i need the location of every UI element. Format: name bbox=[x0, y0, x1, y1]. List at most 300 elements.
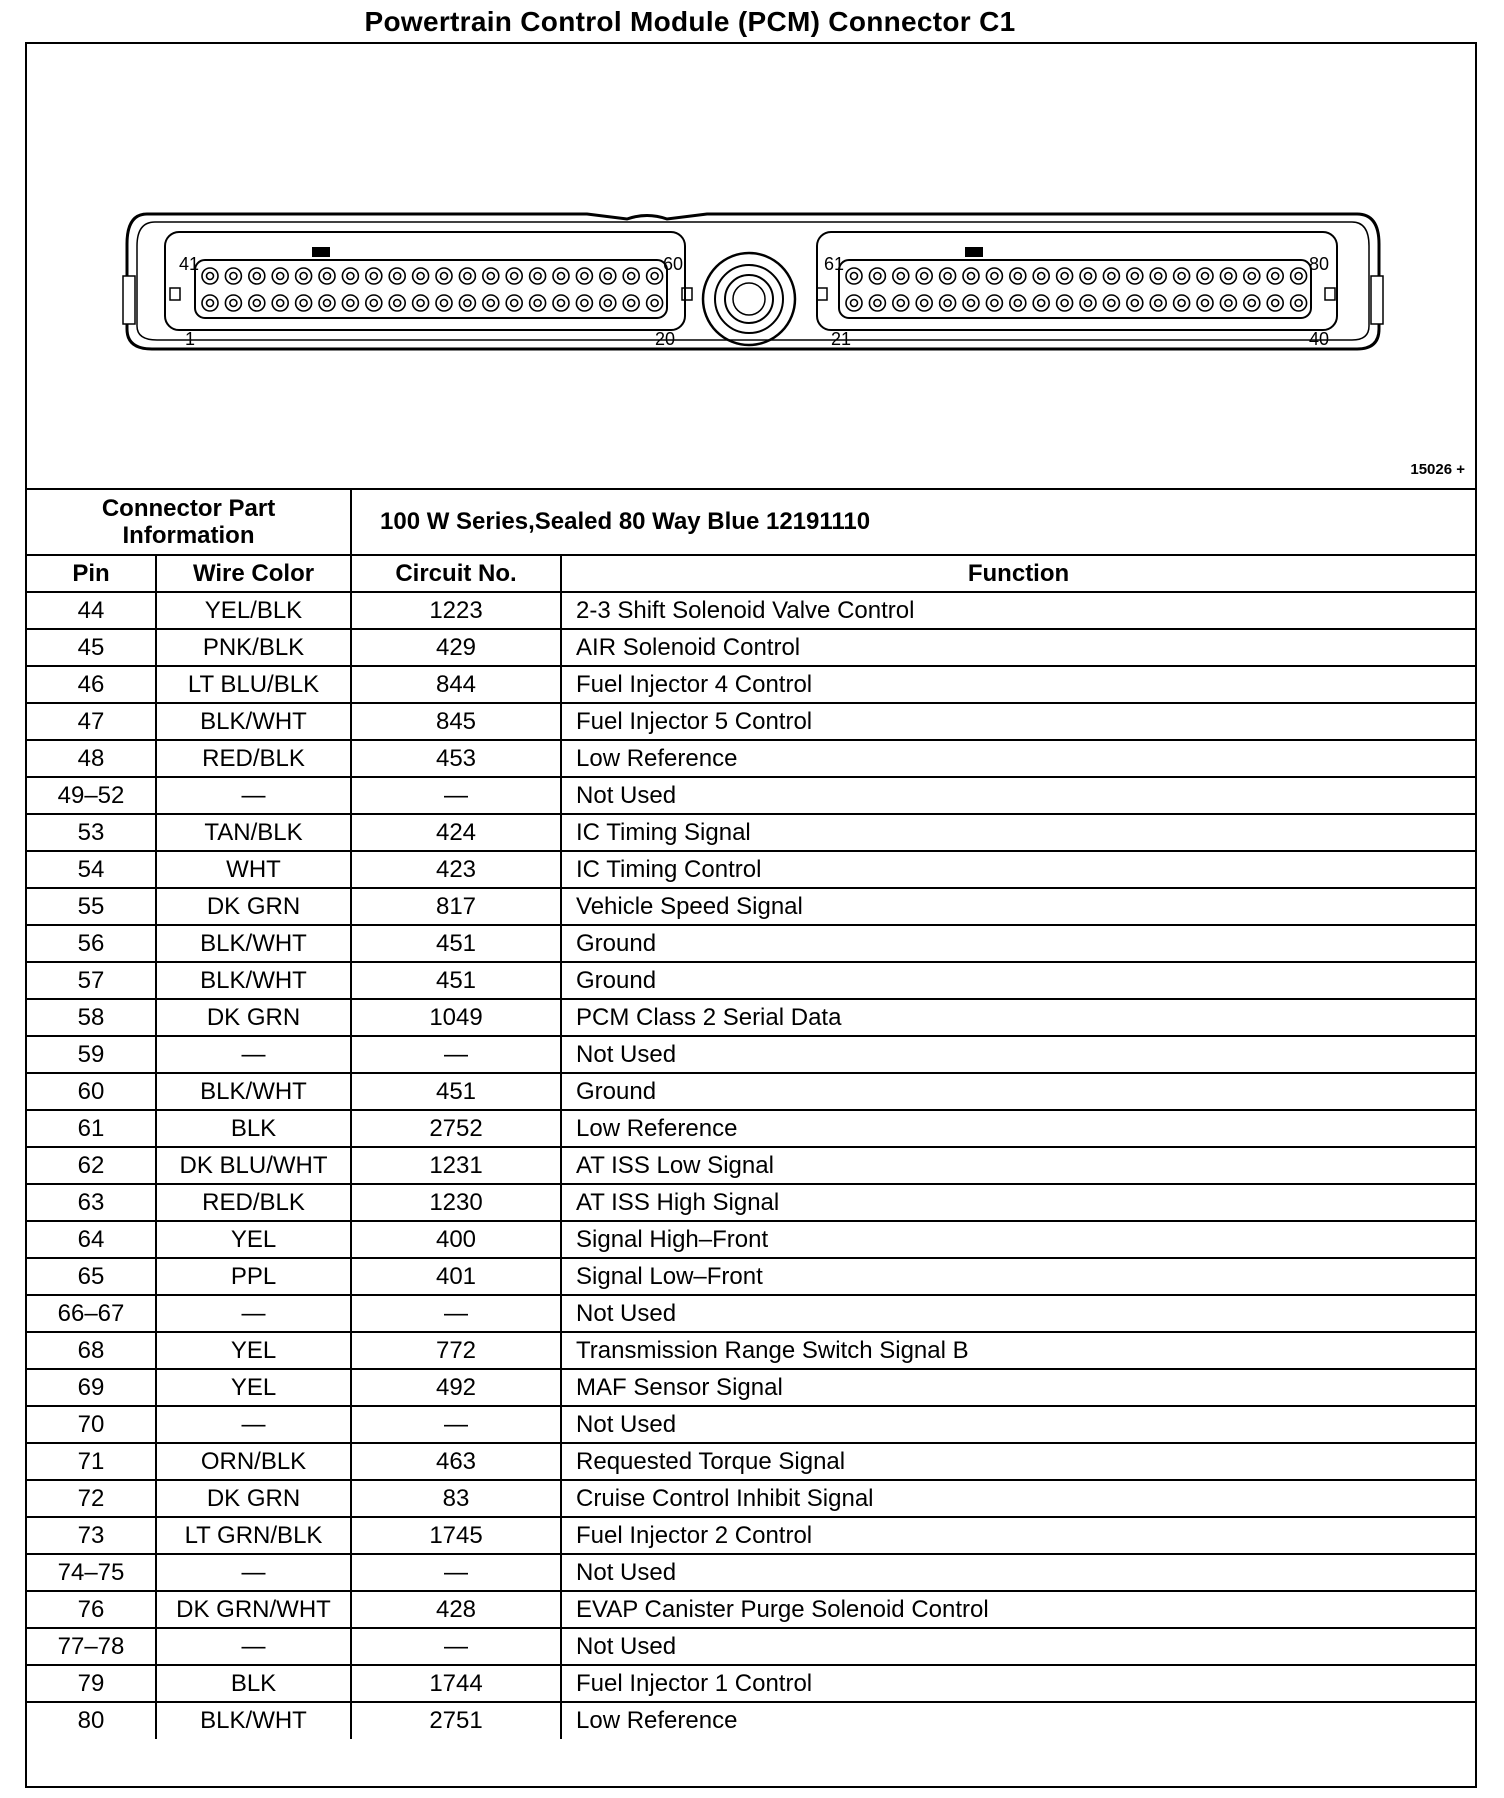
pin-cavity bbox=[1080, 268, 1096, 284]
pin-cavity bbox=[576, 268, 592, 284]
pin-contact bbox=[1108, 300, 1115, 307]
pin-contact bbox=[324, 300, 331, 307]
pin-cavity bbox=[940, 295, 956, 311]
pin-cavity bbox=[623, 268, 639, 284]
table-row bbox=[27, 777, 1475, 814]
pin-cavity bbox=[436, 295, 452, 311]
table-row bbox=[27, 1110, 1475, 1147]
pin-cavity bbox=[249, 295, 265, 311]
pin-cavity bbox=[342, 295, 358, 311]
wire-color-cell: RED/BLK bbox=[156, 740, 351, 777]
pin-cavity bbox=[846, 268, 862, 284]
pin-contact bbox=[1131, 273, 1138, 280]
circuit-cell: 451 bbox=[351, 1073, 561, 1110]
wire-color-cell: — bbox=[156, 1406, 351, 1443]
pin-cell: 44 bbox=[27, 592, 156, 629]
circuit-cell: 423 bbox=[351, 851, 561, 888]
pin-contact bbox=[300, 300, 307, 307]
pin-cavity bbox=[1244, 268, 1260, 284]
pinout-table bbox=[27, 488, 1475, 1739]
table-row bbox=[27, 1332, 1475, 1369]
pin-cell: 46 bbox=[27, 666, 156, 703]
pin-cell: 55 bbox=[27, 888, 156, 925]
left-clip bbox=[123, 276, 135, 324]
table-header-row bbox=[27, 555, 1475, 592]
pin-cavity bbox=[1103, 295, 1119, 311]
circuit-cell: 400 bbox=[351, 1221, 561, 1258]
center-bolt-core bbox=[733, 283, 765, 315]
center-bolt-inner bbox=[725, 275, 773, 323]
table-row bbox=[27, 814, 1475, 851]
pin-cavity bbox=[1103, 268, 1119, 284]
pin-cavity bbox=[249, 268, 265, 284]
pin-contact bbox=[1038, 273, 1045, 280]
pin-cavity bbox=[1010, 295, 1026, 311]
pin-cavity bbox=[1267, 295, 1283, 311]
table-row bbox=[27, 925, 1475, 962]
circuit-cell: 845 bbox=[351, 703, 561, 740]
pin-cavity bbox=[647, 268, 663, 284]
function-header: Function bbox=[561, 555, 1475, 592]
circuit-cell: 1745 bbox=[351, 1517, 561, 1554]
pin-contact bbox=[1225, 300, 1232, 307]
pin-contact bbox=[968, 300, 975, 307]
wire-color-cell: YEL bbox=[156, 1221, 351, 1258]
pin-cell: 73 bbox=[27, 1517, 156, 1554]
pin-cavity bbox=[530, 268, 546, 284]
pin-label-41: 41 bbox=[179, 254, 200, 274]
pin-cavity bbox=[986, 295, 1002, 311]
connector-info-value: 100 W Series,Sealed 80 Way Blue 12191110 bbox=[351, 489, 1475, 555]
wire-color-cell: BLK/WHT bbox=[156, 962, 351, 999]
pin-contact bbox=[581, 300, 588, 307]
pin-cavity bbox=[1127, 268, 1143, 284]
pin-contact bbox=[991, 273, 998, 280]
wire-color-cell: — bbox=[156, 1295, 351, 1332]
table-row bbox=[27, 666, 1475, 703]
pin-contact bbox=[851, 300, 858, 307]
connector-outline bbox=[127, 214, 1379, 349]
table-row bbox=[27, 851, 1475, 888]
wire-color-cell: DK BLU/WHT bbox=[156, 1147, 351, 1184]
pin-cavity bbox=[869, 268, 885, 284]
circuit-cell: 428 bbox=[351, 1591, 561, 1628]
pin-contact bbox=[1202, 300, 1209, 307]
function-cell: Requested Torque Signal bbox=[561, 1443, 1475, 1480]
pin-cavity bbox=[553, 268, 569, 284]
table-row bbox=[27, 1628, 1475, 1665]
wire-color-cell: YEL bbox=[156, 1332, 351, 1369]
pin-cell: 47 bbox=[27, 703, 156, 740]
table-row bbox=[27, 592, 1475, 629]
pin-contact bbox=[441, 300, 448, 307]
pin-cell: 57 bbox=[27, 962, 156, 999]
table-row bbox=[27, 888, 1475, 925]
pin-label-21: 21 bbox=[831, 329, 852, 349]
pin-cell: 58 bbox=[27, 999, 156, 1036]
pin-contact bbox=[1061, 273, 1068, 280]
function-cell: Ground bbox=[561, 1073, 1475, 1110]
pin-cell: 79 bbox=[27, 1665, 156, 1702]
pin-contact bbox=[347, 273, 354, 280]
pin-cell: 72 bbox=[27, 1480, 156, 1517]
wire-color-header: Wire Color bbox=[156, 555, 351, 592]
pin-contact bbox=[604, 273, 611, 280]
right-pin-block bbox=[839, 260, 1311, 318]
pin-contact bbox=[1248, 273, 1255, 280]
page-title: Powertrain Control Module (PCM) Connector C1 bbox=[364, 6, 1016, 37]
circuit-cell: 772 bbox=[351, 1332, 561, 1369]
pin-cavity bbox=[459, 268, 475, 284]
function-cell: Not Used bbox=[561, 1628, 1475, 1665]
pin-contact bbox=[417, 273, 424, 280]
circuit-cell: 1049 bbox=[351, 999, 561, 1036]
pin-contact bbox=[628, 300, 635, 307]
pin-cavity bbox=[1220, 268, 1236, 284]
pin-contact bbox=[944, 300, 951, 307]
function-cell: Low Reference bbox=[561, 1110, 1475, 1147]
wire-color-cell: PNK/BLK bbox=[156, 629, 351, 666]
function-cell: Low Reference bbox=[561, 1702, 1475, 1739]
pin-contact bbox=[1155, 273, 1162, 280]
pin-label-1: 1 bbox=[185, 329, 196, 349]
pin-contact bbox=[370, 300, 377, 307]
pin-contact bbox=[324, 273, 331, 280]
wire-color-cell: — bbox=[156, 1628, 351, 1665]
function-cell: Low Reference bbox=[561, 740, 1475, 777]
table-row bbox=[27, 1665, 1475, 1702]
pin-contact bbox=[874, 273, 881, 280]
pin-cavity bbox=[459, 295, 475, 311]
pin-cavity bbox=[869, 295, 885, 311]
pin-cell: 48 bbox=[27, 740, 156, 777]
pin-cavity bbox=[272, 295, 288, 311]
pin-contact bbox=[277, 273, 284, 280]
pin-cavity bbox=[1244, 295, 1260, 311]
connector-info-label-line2: Information bbox=[122, 522, 255, 549]
pin-cavity bbox=[1291, 268, 1307, 284]
circuit-cell: 451 bbox=[351, 925, 561, 962]
pin-contact bbox=[1295, 300, 1302, 307]
function-cell: Signal Low–Front bbox=[561, 1258, 1475, 1295]
circuit-cell: 453 bbox=[351, 740, 561, 777]
pin-contact bbox=[968, 273, 975, 280]
wire-color-cell: YEL bbox=[156, 1369, 351, 1406]
function-cell: IC Timing Control bbox=[561, 851, 1475, 888]
pin-cell: 68 bbox=[27, 1332, 156, 1369]
function-cell: Not Used bbox=[561, 1554, 1475, 1591]
pin-cavity bbox=[342, 268, 358, 284]
pin-cavity bbox=[963, 295, 979, 311]
pin-cavity bbox=[986, 268, 1002, 284]
pin-cavity bbox=[296, 295, 312, 311]
pin-contact bbox=[511, 273, 518, 280]
circuit-cell: 844 bbox=[351, 666, 561, 703]
circuit-cell: — bbox=[351, 1295, 561, 1332]
table-row bbox=[27, 1369, 1475, 1406]
pin-contact bbox=[851, 273, 858, 280]
table-row bbox=[27, 629, 1475, 666]
pin-cell: 61 bbox=[27, 1110, 156, 1147]
function-cell: Vehicle Speed Signal bbox=[561, 888, 1475, 925]
wire-color-cell: DK GRN bbox=[156, 999, 351, 1036]
pin-cavity bbox=[1150, 295, 1166, 311]
pin-contact bbox=[628, 273, 635, 280]
right-clip bbox=[1371, 276, 1383, 324]
pin-cell: 64 bbox=[27, 1221, 156, 1258]
function-cell: Not Used bbox=[561, 1036, 1475, 1073]
circuit-cell: — bbox=[351, 1628, 561, 1665]
circuit-cell: 1230 bbox=[351, 1184, 561, 1221]
pin-contact bbox=[300, 273, 307, 280]
pin-cavity bbox=[389, 295, 405, 311]
wire-color-cell: BLK bbox=[156, 1110, 351, 1147]
function-cell: Signal High–Front bbox=[561, 1221, 1475, 1258]
center-bolt-icon bbox=[703, 253, 795, 345]
table-row bbox=[27, 1702, 1475, 1739]
circuit-header: Circuit No. bbox=[351, 555, 561, 592]
function-cell: PCM Class 2 Serial Data bbox=[561, 999, 1475, 1036]
table-row bbox=[27, 1073, 1475, 1110]
pin-cell: 62 bbox=[27, 1147, 156, 1184]
table-row bbox=[27, 1184, 1475, 1221]
pin-cell: 45 bbox=[27, 629, 156, 666]
pin-cavity bbox=[1080, 295, 1096, 311]
pin-cavity bbox=[1174, 268, 1190, 284]
pin-cavity bbox=[225, 295, 241, 311]
table-row bbox=[27, 703, 1475, 740]
circuit-cell: 463 bbox=[351, 1443, 561, 1480]
pin-contact bbox=[441, 273, 448, 280]
pin-contact bbox=[1272, 300, 1279, 307]
wire-color-cell: — bbox=[156, 777, 351, 814]
pin-cavity bbox=[296, 268, 312, 284]
pin-cell: 49–52 bbox=[27, 777, 156, 814]
pin-contact bbox=[207, 273, 214, 280]
pin-cavity bbox=[1267, 268, 1283, 284]
pin-contact bbox=[487, 300, 494, 307]
left-key-mark bbox=[312, 247, 330, 257]
pin-cell: 71 bbox=[27, 1443, 156, 1480]
wire-color-cell: BLK/WHT bbox=[156, 1073, 351, 1110]
circuit-cell: 429 bbox=[351, 629, 561, 666]
pin-cavity bbox=[483, 295, 499, 311]
wire-color-cell: PPL bbox=[156, 1258, 351, 1295]
pin-contact bbox=[604, 300, 611, 307]
pin-cell: 65 bbox=[27, 1258, 156, 1295]
pin-contact bbox=[1014, 300, 1021, 307]
function-cell: Ground bbox=[561, 925, 1475, 962]
connector-info-label bbox=[27, 489, 351, 555]
circuit-cell: — bbox=[351, 1036, 561, 1073]
figure-number: 15026 + bbox=[1410, 461, 1465, 478]
pin-contact bbox=[558, 273, 565, 280]
circuit-cell: 817 bbox=[351, 888, 561, 925]
wire-color-cell: BLK/WHT bbox=[156, 703, 351, 740]
function-cell: AT ISS High Signal bbox=[561, 1184, 1475, 1221]
wire-color-cell: — bbox=[156, 1036, 351, 1073]
pin-cavity bbox=[600, 268, 616, 284]
pin-cell: 77–78 bbox=[27, 1628, 156, 1665]
right-key-mark bbox=[965, 247, 983, 257]
pin-cell: 69 bbox=[27, 1369, 156, 1406]
document-frame bbox=[25, 42, 1477, 1788]
wire-color-cell: DK GRN/WHT bbox=[156, 1591, 351, 1628]
pin-contact bbox=[347, 300, 354, 307]
pin-cell: 53 bbox=[27, 814, 156, 851]
pin-cavity bbox=[1220, 295, 1236, 311]
table-row bbox=[27, 1221, 1475, 1258]
pin-contact bbox=[651, 273, 658, 280]
circuit-cell: 1744 bbox=[351, 1665, 561, 1702]
table-row bbox=[27, 999, 1475, 1036]
pin-contact bbox=[1178, 300, 1185, 307]
table-row bbox=[27, 1147, 1475, 1184]
function-cell: Fuel Injector 5 Control bbox=[561, 703, 1475, 740]
pin-contact bbox=[1014, 273, 1021, 280]
pin-contact bbox=[897, 300, 904, 307]
pin-header: Pin bbox=[27, 555, 156, 592]
pin-contact bbox=[874, 300, 881, 307]
circuit-cell: 2752 bbox=[351, 1110, 561, 1147]
pin-label-61: 61 bbox=[824, 254, 845, 274]
pin-cell: 66–67 bbox=[27, 1295, 156, 1332]
pin-contact bbox=[1248, 300, 1255, 307]
table-row bbox=[27, 1517, 1475, 1554]
circuit-cell: — bbox=[351, 1554, 561, 1591]
function-cell: Not Used bbox=[561, 1295, 1475, 1332]
pin-contact bbox=[1038, 300, 1045, 307]
pin-cavity bbox=[483, 268, 499, 284]
pin-cavity bbox=[1010, 268, 1026, 284]
circuit-cell: — bbox=[351, 1406, 561, 1443]
pin-contact bbox=[207, 300, 214, 307]
pin-cavity bbox=[319, 295, 335, 311]
table-row bbox=[27, 1591, 1475, 1628]
left-cavity bbox=[165, 232, 685, 330]
table-row bbox=[27, 1295, 1475, 1332]
wire-color-cell: DK GRN bbox=[156, 888, 351, 925]
pin-contact bbox=[464, 273, 471, 280]
pin-cavity bbox=[963, 268, 979, 284]
pin-contact bbox=[370, 273, 377, 280]
pin-contact bbox=[487, 273, 494, 280]
pin-cavity bbox=[846, 295, 862, 311]
table-row bbox=[27, 1480, 1475, 1517]
circuit-cell: 83 bbox=[351, 1480, 561, 1517]
function-cell: Cruise Control Inhibit Signal bbox=[561, 1480, 1475, 1517]
circuit-cell: 401 bbox=[351, 1258, 561, 1295]
pin-contact bbox=[1155, 300, 1162, 307]
pin-contact bbox=[511, 300, 518, 307]
pin-contact bbox=[921, 273, 928, 280]
table-row bbox=[27, 1406, 1475, 1443]
left-latch bbox=[170, 288, 180, 300]
pin-cavity bbox=[225, 268, 241, 284]
wire-color-cell: DK GRN bbox=[156, 1480, 351, 1517]
pin-contact bbox=[230, 300, 237, 307]
pin-cavity bbox=[916, 268, 932, 284]
connector-info-row bbox=[27, 489, 1475, 555]
function-cell: Not Used bbox=[561, 1406, 1475, 1443]
pin-label-20: 20 bbox=[655, 329, 676, 349]
pin-cell: 76 bbox=[27, 1591, 156, 1628]
pin-contact bbox=[253, 300, 260, 307]
pin-cavity bbox=[647, 295, 663, 311]
pin-contact bbox=[394, 273, 401, 280]
pin-grid bbox=[202, 268, 1307, 311]
pin-contact bbox=[1202, 273, 1209, 280]
pin-cavity bbox=[1057, 295, 1073, 311]
pin-contact bbox=[464, 300, 471, 307]
table-row bbox=[27, 1036, 1475, 1073]
circuit-cell: 1231 bbox=[351, 1147, 561, 1184]
pin-cavity bbox=[893, 295, 909, 311]
pin-label-80: 80 bbox=[1309, 254, 1330, 274]
pin-contact bbox=[651, 300, 658, 307]
wire-color-cell: WHT bbox=[156, 851, 351, 888]
pin-contact bbox=[1178, 273, 1185, 280]
pin-cavity bbox=[319, 268, 335, 284]
function-cell: Fuel Injector 4 Control bbox=[561, 666, 1475, 703]
circuit-cell: 1223 bbox=[351, 592, 561, 629]
function-cell: IC Timing Signal bbox=[561, 814, 1475, 851]
mid-latch-left bbox=[682, 288, 692, 300]
wire-color-cell: LT GRN/BLK bbox=[156, 1517, 351, 1554]
pin-contact bbox=[1085, 300, 1092, 307]
pin-cavity bbox=[1174, 295, 1190, 311]
function-cell: Ground bbox=[561, 962, 1475, 999]
pin-contact bbox=[1225, 273, 1232, 280]
pin-cavity bbox=[530, 295, 546, 311]
pin-cell: 59 bbox=[27, 1036, 156, 1073]
pin-contact bbox=[534, 273, 541, 280]
pin-cell: 80 bbox=[27, 1702, 156, 1739]
function-cell: Not Used bbox=[561, 777, 1475, 814]
pin-contact bbox=[394, 300, 401, 307]
pin-label-40: 40 bbox=[1309, 329, 1330, 349]
pin-contact bbox=[277, 300, 284, 307]
wire-color-cell: YEL/BLK bbox=[156, 592, 351, 629]
pin-cavity bbox=[1197, 268, 1213, 284]
function-cell: EVAP Canister Purge Solenoid Control bbox=[561, 1591, 1475, 1628]
pin-cell: 54 bbox=[27, 851, 156, 888]
function-cell: Fuel Injector 2 Control bbox=[561, 1517, 1475, 1554]
pin-cavity bbox=[436, 268, 452, 284]
pin-cavity bbox=[893, 268, 909, 284]
table-row bbox=[27, 1443, 1475, 1480]
pin-cavity bbox=[1197, 295, 1213, 311]
pin-cavity bbox=[1033, 295, 1049, 311]
pin-contact bbox=[1131, 300, 1138, 307]
table-row bbox=[27, 740, 1475, 777]
pin-cavity bbox=[506, 295, 522, 311]
pin-cavity bbox=[389, 268, 405, 284]
connector-drawing bbox=[27, 44, 1475, 488]
function-cell: AT ISS Low Signal bbox=[561, 1147, 1475, 1184]
pin-cavity bbox=[553, 295, 569, 311]
circuit-cell: — bbox=[351, 777, 561, 814]
pin-cell: 56 bbox=[27, 925, 156, 962]
right-latch bbox=[1325, 288, 1335, 300]
function-cell: 2-3 Shift Solenoid Valve Control bbox=[561, 592, 1475, 629]
pin-cavity bbox=[600, 295, 616, 311]
pin-contact bbox=[1085, 273, 1092, 280]
pin-cell: 70 bbox=[27, 1406, 156, 1443]
pin-cavity bbox=[506, 268, 522, 284]
pin-cell: 63 bbox=[27, 1184, 156, 1221]
pin-cavity bbox=[1057, 268, 1073, 284]
